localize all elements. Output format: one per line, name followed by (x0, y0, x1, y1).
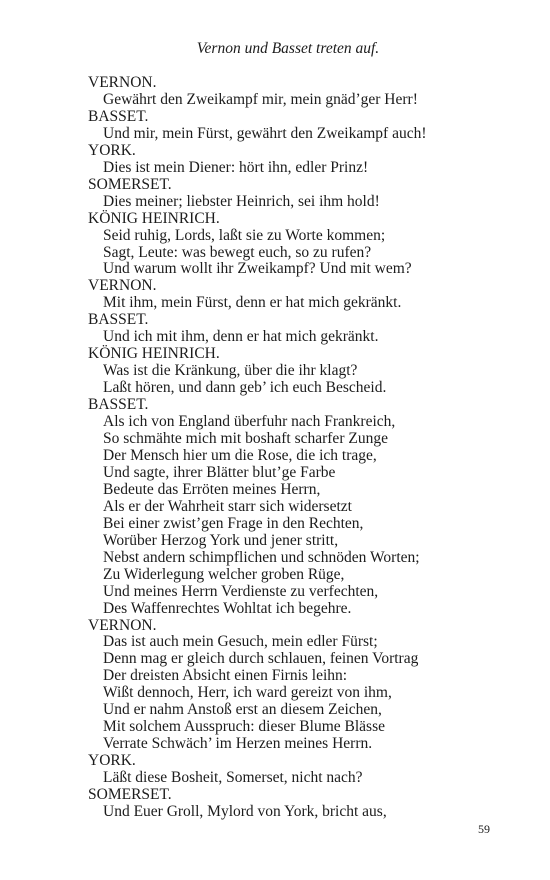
verse-line: Läßt diese Bosheit, Somerset, nicht nach? (103, 769, 363, 787)
page-number: 59 (478, 822, 490, 836)
verse-line: Als er der Wahrheit starr sich widersetzt (103, 497, 352, 515)
speaker-name: VERNON. (88, 74, 157, 91)
speaker-name: YORK. (88, 141, 136, 159)
verse-line: Als ich von England überfuhr nach Frankreich, (103, 413, 396, 431)
verse-line: Dies meiner; liebster Heinrich, sei ihm hold! (103, 192, 380, 210)
speaker-name: KÖNIG HEINRICH. (88, 345, 220, 363)
verse-line: So schmähte mich mit boshaft scharfer Zunge (103, 430, 388, 448)
verse-line: Das ist auch mein Gesuch, mein edler Fürst; (103, 633, 378, 651)
verse-line: Wißt dennoch, Herr, ich ward gereizt von ihm, (103, 684, 392, 702)
verse-line: Zu Widerlegung welcher groben Rüge, (103, 565, 345, 583)
verse-line: Des Waffenrechtes Wohltat ich begehre. (103, 599, 352, 617)
speaker-name: KÖNIG HEINRICH. (88, 209, 220, 227)
verse-line: Mit solchem Ausspruch: dieser Blume Blässe (103, 718, 385, 736)
verse-line: Gewährt den Zweikampf mir, mein gnäd’ger Herr! (103, 90, 418, 108)
verse-line: Und ich mit ihm, denn er hat mich gekränkt. (103, 328, 379, 346)
verse-line: Was ist die Kränkung, über die ihr klagt? (103, 362, 358, 380)
verse-line: Und mir, mein Fürst, gewährt den Zweikampf auch! (103, 124, 427, 142)
speaker-name: BASSET. (88, 311, 149, 329)
verse-line: Dies ist mein Diener: hört ihn, edler Prinz! (103, 158, 369, 176)
speaker-name: VERNON. (88, 277, 157, 295)
verse-line: Und warum wollt ihr Zweikampf? Und mit wem? (103, 260, 412, 278)
verse-line: Und meines Herrn Verdienste zu verfechten, (103, 582, 379, 600)
verse-line: Und er nahm Anstoß erst an diesem Zeichen, (103, 701, 382, 719)
verse-line: Und Euer Groll, Mylord von York, bricht aus, (103, 802, 387, 820)
verse-line: Der Mensch hier um die Rose, die ich trage, (103, 446, 377, 464)
speaker-name: YORK. (88, 752, 136, 770)
verse-line: Worüber Herzog York und jener stritt, (103, 531, 339, 549)
verse-line: Bei einer zwist’gen Frage in den Rechten, (103, 514, 364, 532)
play-text (88, 75, 510, 821)
speaker-name: SOMERSET. (88, 786, 172, 804)
stage-direction: Vernon und Basset treten auf. (196, 40, 380, 57)
verse-line: Der dreisten Absicht einen Firnis leihn: (103, 667, 348, 685)
verse-line: Mit ihm, mein Fürst, denn er hat mich gekränkt. (103, 294, 402, 312)
speaker-name: VERNON. (88, 616, 157, 634)
verse-line: Sagt, Leute: was bewegt euch, so zu rufen? (103, 243, 372, 261)
speaker-name: SOMERSET. (88, 175, 172, 193)
verse-line: Nebst andern schimpflichen und schnöden Worten; (103, 548, 420, 566)
speaker-name: BASSET. (88, 107, 149, 125)
verse-line: Verrate Schwäch’ im Herzen meines Herrn. (103, 735, 373, 753)
speaker-name: BASSET. (88, 396, 149, 414)
verse-line: Bedeute das Erröten meines Herrn, (103, 480, 321, 498)
verse-line: Laßt hören, und dann geb’ ich euch Bescheid. (103, 379, 387, 397)
verse-line: Denn mag er gleich durch schlauen, feinen Vortrag (103, 650, 419, 668)
verse-line: Und sagte, ihrer Blätter blut’ge Farbe (103, 463, 336, 481)
verse-line: Seid ruhig, Lords, laßt sie zu Worte kommen; (103, 226, 386, 244)
